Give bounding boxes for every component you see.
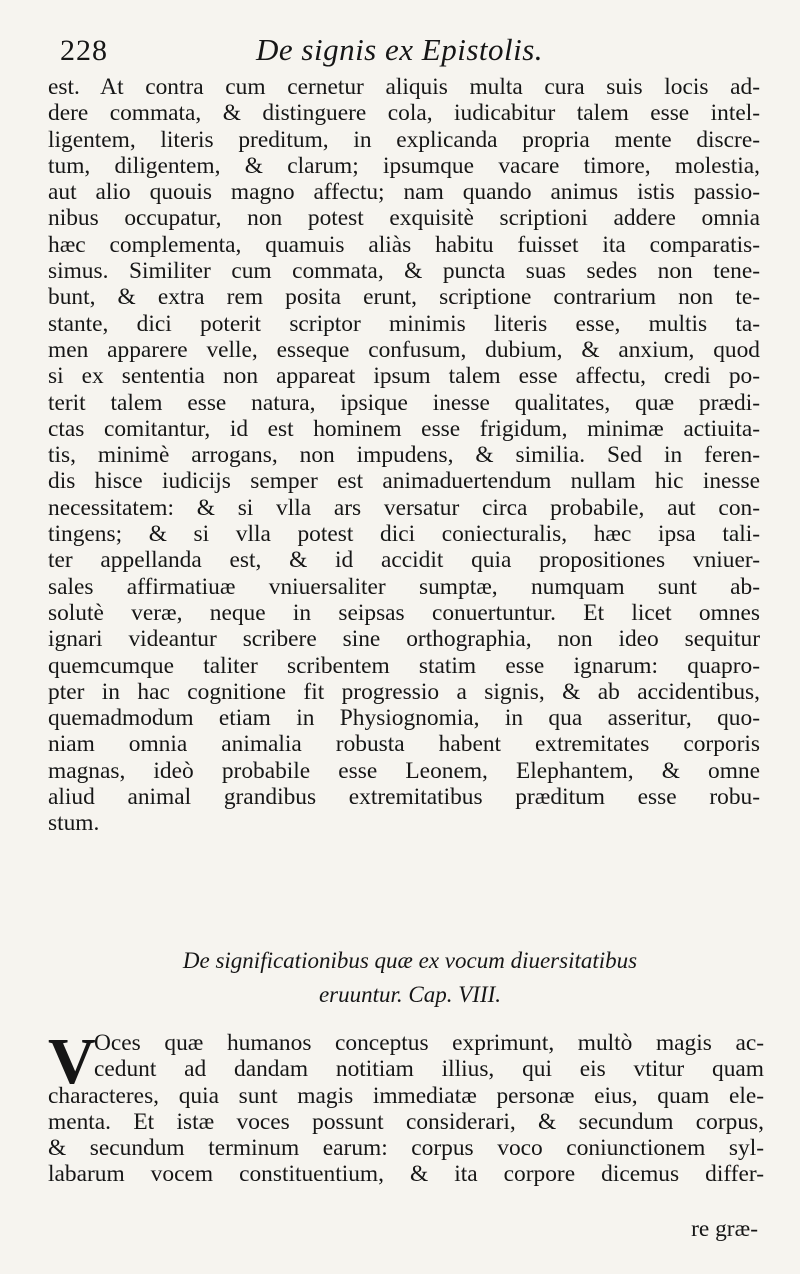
text-line: simus. Similiter cum commata, & puncta suas sedes non tene- xyxy=(48,258,760,285)
text-line: men apparere velle, esseque confusum, dubium, & anxium, quod xyxy=(48,336,760,363)
text-line: Oces quæ humanos conceptus exprimunt, multò magis ac- xyxy=(94,1030,764,1056)
chapter-title: De significationibus quæ ex vocum diuersitatibus xyxy=(182,948,638,973)
body-text xyxy=(48,74,760,837)
text-line: terit talem esse natura, ipsique inesse qualitates, quæ prædi- xyxy=(48,389,760,416)
text-line: niam omnia animalia robusta habent extremitates corporis xyxy=(48,731,760,758)
text-line: aliud animal grandibus extremitatibus præditum esse robu- xyxy=(48,784,760,811)
text-line: si ex sententia non appareat ipsum talem esse affectu, credi po- xyxy=(48,363,760,390)
text-line: solutè veræ, neque in seipsas conuertuntur. Et licet omnes xyxy=(48,599,760,626)
text-line: hæc complementa, quamuis aliàs habitu fuisset ita comparatis- xyxy=(48,231,760,258)
text-line: stum. xyxy=(48,810,100,837)
chapter-text xyxy=(48,1025,764,1188)
page-number: 228 xyxy=(60,34,108,67)
text-line: stante, dici poterit scriptor minimis literis esse, multis ta- xyxy=(48,310,760,337)
text-line: tis, minimè arrogans, non impudens, & similia. Sed in feren- xyxy=(48,442,760,469)
text-line: sales affirmatiuæ vniuersaliter sumptæ, numquam sunt ab- xyxy=(48,573,760,600)
text-line: tingens; & si vlla potest dici coniecturalis, hæc ipsa tali- xyxy=(48,521,760,548)
text-line: quemcumque taliter scribentem statim esse ignarum: quapro- xyxy=(48,652,760,679)
text-line: pter in hac cognitione fit progressio a signis, & ab accidentibus, xyxy=(48,678,760,705)
text-line: labarum vocem constituentium, & ita corpore dicemus differ- xyxy=(48,1161,764,1188)
text-line: & secundum terminum earum: corpus voco coniunctionem syl- xyxy=(48,1135,764,1162)
catchword: re græ- xyxy=(691,1216,758,1242)
text-line: aut alio quouis magno affectu; nam quando animus istis passio- xyxy=(48,179,760,206)
text-line: bunt, & extra rem posita erunt, scriptione contrarium non te- xyxy=(48,284,760,311)
text-line: ignari videantur scribere sine orthographia, non ideo sequitur xyxy=(48,626,760,653)
chapter-heading xyxy=(60,944,760,1012)
text-line: est. At contra cum cernetur aliquis multa cura suis locis ad- xyxy=(48,74,760,100)
text-line: tum, diligentem, & clarum; ipsumque vacare timore, molestia, xyxy=(48,152,760,179)
text-line: necessitatem: & si vlla ars versatur circa probabile, aut con- xyxy=(48,494,760,521)
text-line: nibus occupatur, non potest exquisitè scriptioni addere omnia xyxy=(48,205,760,232)
text-line: ligentem, literis preditum, in explicanda propria mente discre- xyxy=(48,126,760,153)
chapter-number: eruuntur. Cap. VIII. xyxy=(318,982,502,1007)
page-header xyxy=(60,30,760,70)
drop-cap: V xyxy=(48,1025,96,1098)
text-line: dere commata, & distinguere cola, iudicabitur talem esse intel- xyxy=(48,100,760,127)
running-head: De signis ex Epistolis. xyxy=(256,32,544,67)
text-line: menta. Et istæ voces possunt considerari, & secundum corpus, xyxy=(48,1108,764,1135)
text-line: ter appellanda est, & id accidit quia propositiones vniuer- xyxy=(48,547,760,574)
text-line: ctas comitantur, id est hominem esse frigidum, minimæ actiuita- xyxy=(48,415,760,442)
text-line: magnas, ideò probabile esse Leonem, Elephantem, & omne xyxy=(48,757,760,784)
text-line: quemadmodum etiam in Physiognomia, in qua asseritur, quo- xyxy=(48,705,760,732)
text-line: characteres, quia sunt magis immediatæ personæ eius, quam ele- xyxy=(48,1082,764,1109)
text-line: dis hisce iudicijs semper est animaduertendum nullam hic inesse xyxy=(48,468,760,495)
text-line: cedunt ad dandam notitiam illius, qui eis vtitur quam xyxy=(94,1056,764,1083)
